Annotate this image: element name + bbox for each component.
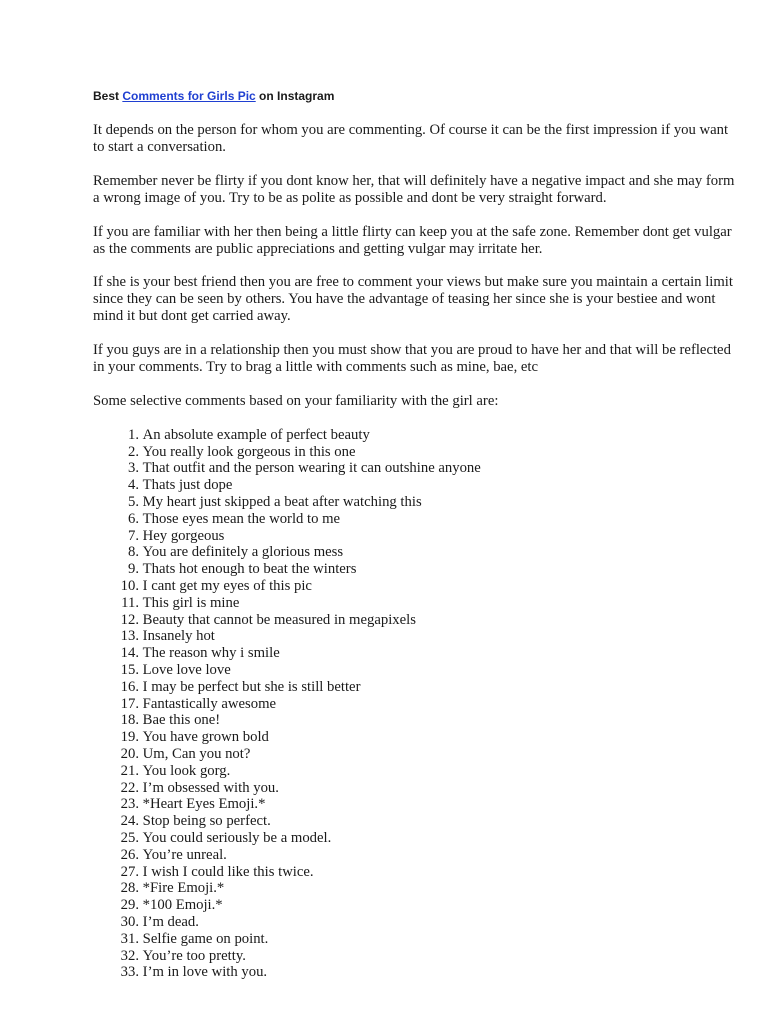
list-item-text: Thats just dope: [142, 477, 233, 494]
list-item-number: 25.: [120, 830, 139, 846]
list-item: [93, 931, 738, 948]
list-item: [93, 662, 738, 679]
list-item: [93, 679, 738, 696]
list-item-text: Insanely hot: [142, 628, 215, 645]
list-item-text: This girl is mine: [142, 594, 240, 611]
document-heading: [93, 87, 738, 105]
list-item-number: 20.: [120, 746, 139, 763]
heading-suffix: on Instagram: [255, 89, 335, 103]
list-item: [93, 780, 738, 797]
list-item-number: 13.: [120, 628, 139, 645]
list-item-text: The reason why i smile: [142, 645, 280, 662]
list-item-text: Um, Can you not?: [142, 746, 251, 763]
list-item-number: 22.: [120, 779, 139, 796]
list-item: [93, 561, 738, 578]
list-item: [93, 645, 738, 662]
list-item: [93, 578, 738, 595]
paragraph-relationship: If you guys are in a relationship then you must show that you are proud to have her and that will be reflected in your comments. Try to brag a little with comments such as mine, bae, etc: [93, 342, 731, 376]
list-item: [93, 477, 738, 494]
list-item-number: 31.: [120, 930, 139, 947]
list-item-text: You are definitely a glorious mess: [142, 544, 344, 561]
heading-prefix: Best: [93, 89, 123, 103]
list-item: [93, 796, 738, 813]
list-item-number: 6.: [127, 510, 139, 527]
list-item-number: 2.: [127, 443, 139, 460]
list-item-text: You have grown bold: [142, 729, 269, 746]
list-item-text: Stop being so perfect.: [142, 813, 271, 830]
list-item-text: I’m obsessed with you.: [142, 779, 279, 796]
list-item: [93, 830, 738, 847]
list-item-number: 24.: [120, 813, 139, 830]
list-item-text: I may be perfect but she is still better: [142, 678, 361, 695]
list-item: [93, 612, 738, 629]
list-item: [93, 948, 738, 965]
list-item: [93, 544, 738, 561]
list-item-text: I wish I could like this twice.: [142, 863, 314, 880]
list-item: [93, 628, 738, 645]
list-item: [93, 427, 738, 444]
list-item: [93, 460, 738, 477]
list-item-text: Thats hot enough to beat the winters: [142, 561, 357, 578]
list-item-text: You’re too pretty.: [142, 947, 246, 964]
list-item-number: 18.: [120, 712, 139, 729]
paragraph-best-friend: If she is your best friend then you are free to comment your views but make sure you maintain a certain limit since they can be seen by others. You have the advantage of teasing her since she is your bestiee and wont mind it but dont get carried away.: [93, 274, 733, 325]
list-item-number: 8.: [127, 544, 139, 561]
list-item: [93, 880, 738, 897]
list-item-text: Hey gorgeous: [142, 527, 225, 544]
list-item-number: 5.: [127, 494, 139, 511]
list-item-text: An absolute example of perfect beauty: [142, 426, 370, 443]
list-item-text: You really look gorgeous in this one: [142, 443, 356, 460]
list-item: [93, 696, 738, 713]
list-item-text: Beauty that cannot be measured in megapixels: [142, 611, 416, 628]
list-item-number: 19.: [120, 729, 139, 746]
list-item: [93, 511, 738, 528]
list-item-number: 4.: [127, 477, 139, 494]
list-item: [93, 444, 738, 461]
list-item-number: 32.: [120, 947, 139, 964]
list-item: [93, 864, 738, 881]
list-item-number: 26.: [120, 846, 139, 863]
list-item-number: 21.: [120, 762, 139, 779]
list-item-number: 17.: [120, 695, 139, 712]
list-item-text: *Fire Emoji.*: [142, 880, 225, 897]
list-item: [93, 847, 738, 864]
list-item-text: Bae this one!: [142, 712, 221, 729]
list-item-text: My heart just skipped a beat after watching this: [142, 494, 422, 511]
list-item-number: 11.: [121, 594, 139, 611]
document-page: [93, 87, 738, 981]
paragraph-familiar: If you are familiar with her then being a little flirty can keep you at the safe zone. Remember dont get vulgar as the comments are public appreciations and getting vulgar may irritate her.: [93, 223, 732, 257]
list-item: [93, 494, 738, 511]
list-item-text: *Heart Eyes Emoji.*: [142, 796, 266, 813]
list-item: [93, 813, 738, 830]
paragraph-intro: It depends on the person for whom you are commenting. Of course it can be the first impression if you want to start a conversation.: [93, 122, 729, 155]
list-item-number: 12.: [120, 611, 139, 628]
list-item-text: *100 Emoji.*: [142, 897, 223, 914]
list-item: [93, 746, 738, 763]
heading-link[interactable]: Comments for Girls Pic: [122, 89, 256, 103]
list-item-number: 1.: [127, 426, 139, 443]
list-item-text: Love love love: [142, 662, 231, 679]
list-item-text: I cant get my eyes of this pic: [142, 578, 312, 595]
list-item-number: 15.: [120, 662, 139, 679]
paragraph-list-intro: Some selective comments based on your familiarity with the girl are:: [93, 392, 499, 409]
comment-list: [93, 427, 738, 981]
list-item-number: 3.: [127, 460, 139, 477]
list-item-number: 16.: [120, 678, 139, 695]
list-item: [93, 964, 738, 981]
list-item: [93, 528, 738, 545]
list-item-number: 29.: [120, 897, 139, 914]
list-item-text: You’re unreal.: [142, 846, 227, 863]
list-item-number: 33.: [120, 964, 139, 981]
list-item-text: I’m in love with you.: [142, 964, 268, 981]
list-item-number: 27.: [120, 863, 139, 880]
list-item-number: 23.: [120, 796, 139, 813]
list-item-text: That outfit and the person wearing it can outshine anyone: [142, 460, 481, 477]
list-item: [93, 712, 738, 729]
list-item-number: 14.: [120, 645, 139, 662]
list-item-number: 30.: [120, 913, 139, 930]
list-item-text: I’m dead.: [142, 913, 199, 930]
list-item: [93, 897, 738, 914]
list-item: [93, 914, 738, 931]
list-item-number: 9.: [127, 561, 139, 578]
list-item-text: Those eyes mean the world to me: [142, 510, 341, 527]
list-item-text: Selfie game on point.: [142, 930, 269, 947]
list-item-text: You could seriously be a model.: [142, 830, 332, 846]
list-item: [93, 763, 738, 780]
list-item: [93, 729, 738, 746]
paragraph-flirty-warning: Remember never be flirty if you dont know her, that will definitely have a negative impact and she may form a wrong image of you. Try to be as polite as possible and dont be very straight forward.: [93, 172, 735, 206]
list-item-number: 7.: [127, 527, 139, 544]
list-item: [93, 595, 738, 612]
list-item-text: Fantastically awesome: [142, 695, 277, 712]
list-item-number: 10.: [120, 578, 139, 595]
list-item-number: 28.: [120, 880, 139, 897]
list-item-text: You look gorg.: [142, 762, 231, 779]
